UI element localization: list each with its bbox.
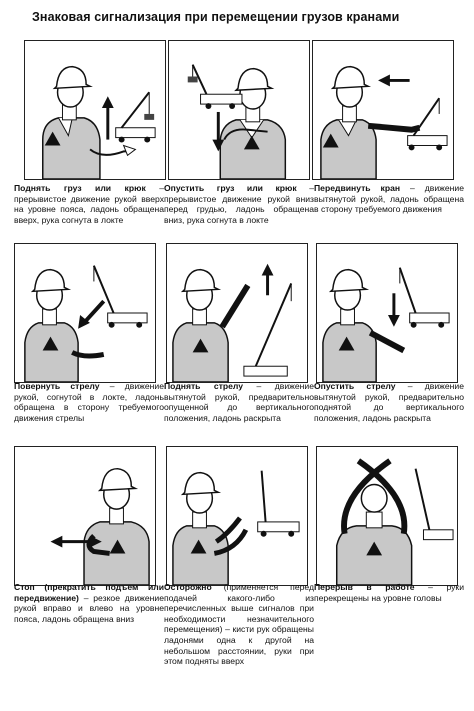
- signal-illustration-turn-boom: [14, 243, 156, 383]
- signal-name: Повернуть стрелу: [14, 381, 100, 391]
- signal-illustration-work-break: [316, 446, 458, 586]
- signal-illustration-stop: [14, 446, 156, 586]
- signal-caption-turn-boom: [14, 381, 164, 423]
- signal-illustration-lower-load: [168, 40, 310, 180]
- signal-caption-lower-boom: [314, 381, 464, 423]
- signal-illustration-move-crane: [312, 40, 454, 180]
- signal-caption-work-break: [314, 582, 464, 603]
- signal-caption-caution: [164, 582, 314, 667]
- signal-description: (применяется перед подачей какого-либо из перечисленных выше сигналов при необходимости незначительного перемещения) – кисти рук обращены ладонями одна к другой на небольшом расстоянии, руки при этом подняты вверх: [164, 582, 314, 667]
- signal-caption-move-crane: [314, 183, 464, 215]
- signal-description: – движение рукой, согнутой в локте, ладонь обращена в сторону требуемого движения стрелы: [14, 381, 164, 423]
- signal-illustration-lower-boom: [316, 243, 458, 383]
- signal-name: Поднять стрелу: [164, 381, 244, 391]
- signal-caption-stop: [14, 582, 164, 624]
- signal-illustration-raise-boom: [166, 243, 308, 383]
- signal-description: – движение вытянутой рукой, предварительно опущенной до вертикального положения, ладонь раскрыта: [164, 381, 314, 423]
- signal-name: Осторожно: [164, 582, 212, 592]
- page-title: Знаковая сигнализация при перемещении грузов кранами: [32, 10, 400, 24]
- signal-caption-lower-load: [164, 183, 314, 225]
- signal-name: Опустить стрелу: [314, 381, 396, 391]
- signal-description: – движение вытянутой рукой, предварительно поднятой до вертикального положения, ладонь раскрыта: [314, 381, 464, 423]
- signal-illustration-raise-load: [24, 40, 166, 180]
- signal-illustration-caution: [166, 446, 308, 586]
- signal-description: – движение вытянутой рукой, ладонь обращена в сторону требуемого движения: [314, 183, 464, 215]
- signal-name: Опустить груз или крюк: [164, 183, 297, 193]
- signal-name: Поднять груз или крюк: [14, 183, 146, 193]
- signal-name: Стоп (прекратить подъем или передвижение): [14, 582, 164, 603]
- signal-name: Передвинуть кран: [314, 183, 401, 193]
- signal-name: Перерыв в работе: [314, 582, 415, 592]
- signal-description: – руки перекрещены на уровне головы: [314, 582, 464, 603]
- signal-caption-raise-load: [14, 183, 164, 225]
- signal-description: – прерывистое движение рукой вверх на уровне пояса, ладонь обращена вверх, рука согнута в локте: [14, 183, 164, 225]
- signal-description: – резкое движение рукой вправо и влево на уровне пояса, ладонь обращена вниз: [14, 592, 164, 624]
- signal-caption-raise-boom: [164, 381, 314, 423]
- signal-description: – прерывистое движение рукой вниз перед грудью, ладонь обращена вниз, рука согнута в локте: [164, 183, 314, 225]
